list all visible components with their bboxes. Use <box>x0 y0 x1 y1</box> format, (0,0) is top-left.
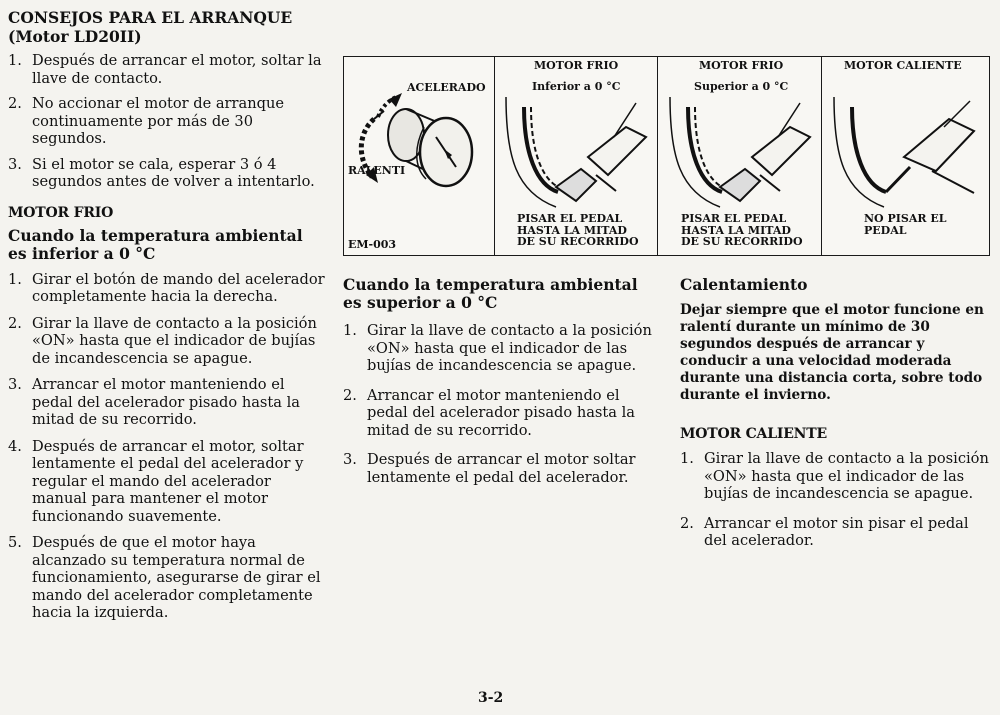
pedal-released-illustration <box>824 97 984 209</box>
list-item: 2. Girar la llave de contacto a la posición «ON» hasta que el indicador de bujías de incandescencia se apague. <box>8 314 317 367</box>
list-item: 1. Girar la llave de contacto a la posición «ON» hasta que el indicador de las bujías de incandescencia se apague. <box>680 450 989 502</box>
list-item: 2. Arrancar el motor sin pisar el pedal del acelerador. <box>680 514 969 549</box>
cold-above-zero-steps <box>343 322 661 486</box>
starting-figure <box>343 56 990 256</box>
starting-tips-list <box>8 52 326 191</box>
panel-hot-title: MOTOR CALIENTE <box>844 59 962 72</box>
panel-divider <box>821 57 822 255</box>
pedal-half-pressed-illustration <box>660 97 820 209</box>
list-item: 1. Después de arrancar el motor, soltar la llave de contacto. <box>8 52 322 87</box>
cold-engine-heading: MOTOR FRIO <box>8 204 114 221</box>
warm-up-text: Dejar siempre que el motor funcione en ralentí durante un mínimo de 30 segundos después de arrancar y conducir a una velocidad moderada durante una distancia corta, sobre todo durante el invierno. <box>680 302 984 403</box>
list-item: 4. Después de arrancar el motor, soltar lentamente el pedal del acelerador y regular el mando del acelerador manual para mantener el motor funcionando suavemente. <box>8 437 304 525</box>
panel-cold-above-title: MOTOR FRIO <box>699 59 784 72</box>
list-item: 5. Después de que el motor haya alcanzado su temperatura normal de funcionamiento, asegurarse de girar el mando del acelerador completamente hacia la izquierda. <box>8 534 321 621</box>
list-item: 2. No accionar el motor de arranque continuamente por más de 30 segundos. <box>8 95 284 147</box>
cold-below-zero-subheading: Cuando la temperatura ambiental es inferior a 0 °C <box>8 225 303 263</box>
panel-cold-below-subtitle: Inferior a 0 °C <box>532 80 621 93</box>
left-column <box>8 8 326 631</box>
panel-cold-above-subtitle: Superior a 0 °C <box>694 80 789 93</box>
list-item: 1. Girar el botón de mando del acelerador completamente hacia la derecha. <box>8 270 325 305</box>
list-item: 3. Si el motor se cala, esperar 3 ó 4 segundos antes de volver a intentarlo. <box>8 155 315 190</box>
pedal-half-pressed-illustration <box>496 97 656 209</box>
page-number: 3-2 <box>478 690 504 706</box>
panel-divider <box>657 57 658 255</box>
figure-code: EM-003 <box>348 238 397 251</box>
panel-hot-caption: NO PISAR EL PEDAL <box>864 212 947 237</box>
hot-engine-steps <box>680 450 992 550</box>
cold-above-zero-subheading: Cuando la temperatura ambiental es superior a 0 °C <box>343 275 638 312</box>
warm-up-heading: Calentamiento <box>680 275 808 294</box>
list-item: 3. Después de arrancar el motor soltar lentamente el pedal del acelerador. <box>343 451 636 486</box>
cold-below-zero-steps <box>8 271 326 622</box>
hot-engine-heading: MOTOR CALIENTE <box>680 426 827 442</box>
idle-label: RALENTI <box>348 164 406 177</box>
panel-divider <box>494 57 495 255</box>
panel-cold-below-title: MOTOR FRIO <box>534 59 619 72</box>
panel-cold-below-caption: PISAR EL PEDAL HASTA LA MITAD DE SU RECORRIDO <box>517 212 639 248</box>
section-subtitle: (Motor LD20II) <box>8 27 142 46</box>
section-title: CONSEJOS PARA EL ARRANQUE <box>8 8 293 27</box>
list-item: 2. Arrancar el motor manteniendo el pedal del acelerador pisado hasta la mitad de su recorrido. <box>343 386 635 439</box>
fast-idle-label: ACELERADO <box>407 81 486 94</box>
panel-cold-above-caption: PISAR EL PEDAL HASTA LA MITAD DE SU RECORRIDO <box>681 212 803 248</box>
right-column <box>680 276 992 559</box>
middle-column <box>343 276 661 495</box>
list-item: 1. Girar la llave de contacto a la posición «ON» hasta que el indicador de las bujías de incandescencia se apague. <box>343 322 652 374</box>
list-item: 3. Arrancar el motor manteniendo el pedal del acelerador pisado hasta la mitad de su recorrido. <box>8 376 300 428</box>
